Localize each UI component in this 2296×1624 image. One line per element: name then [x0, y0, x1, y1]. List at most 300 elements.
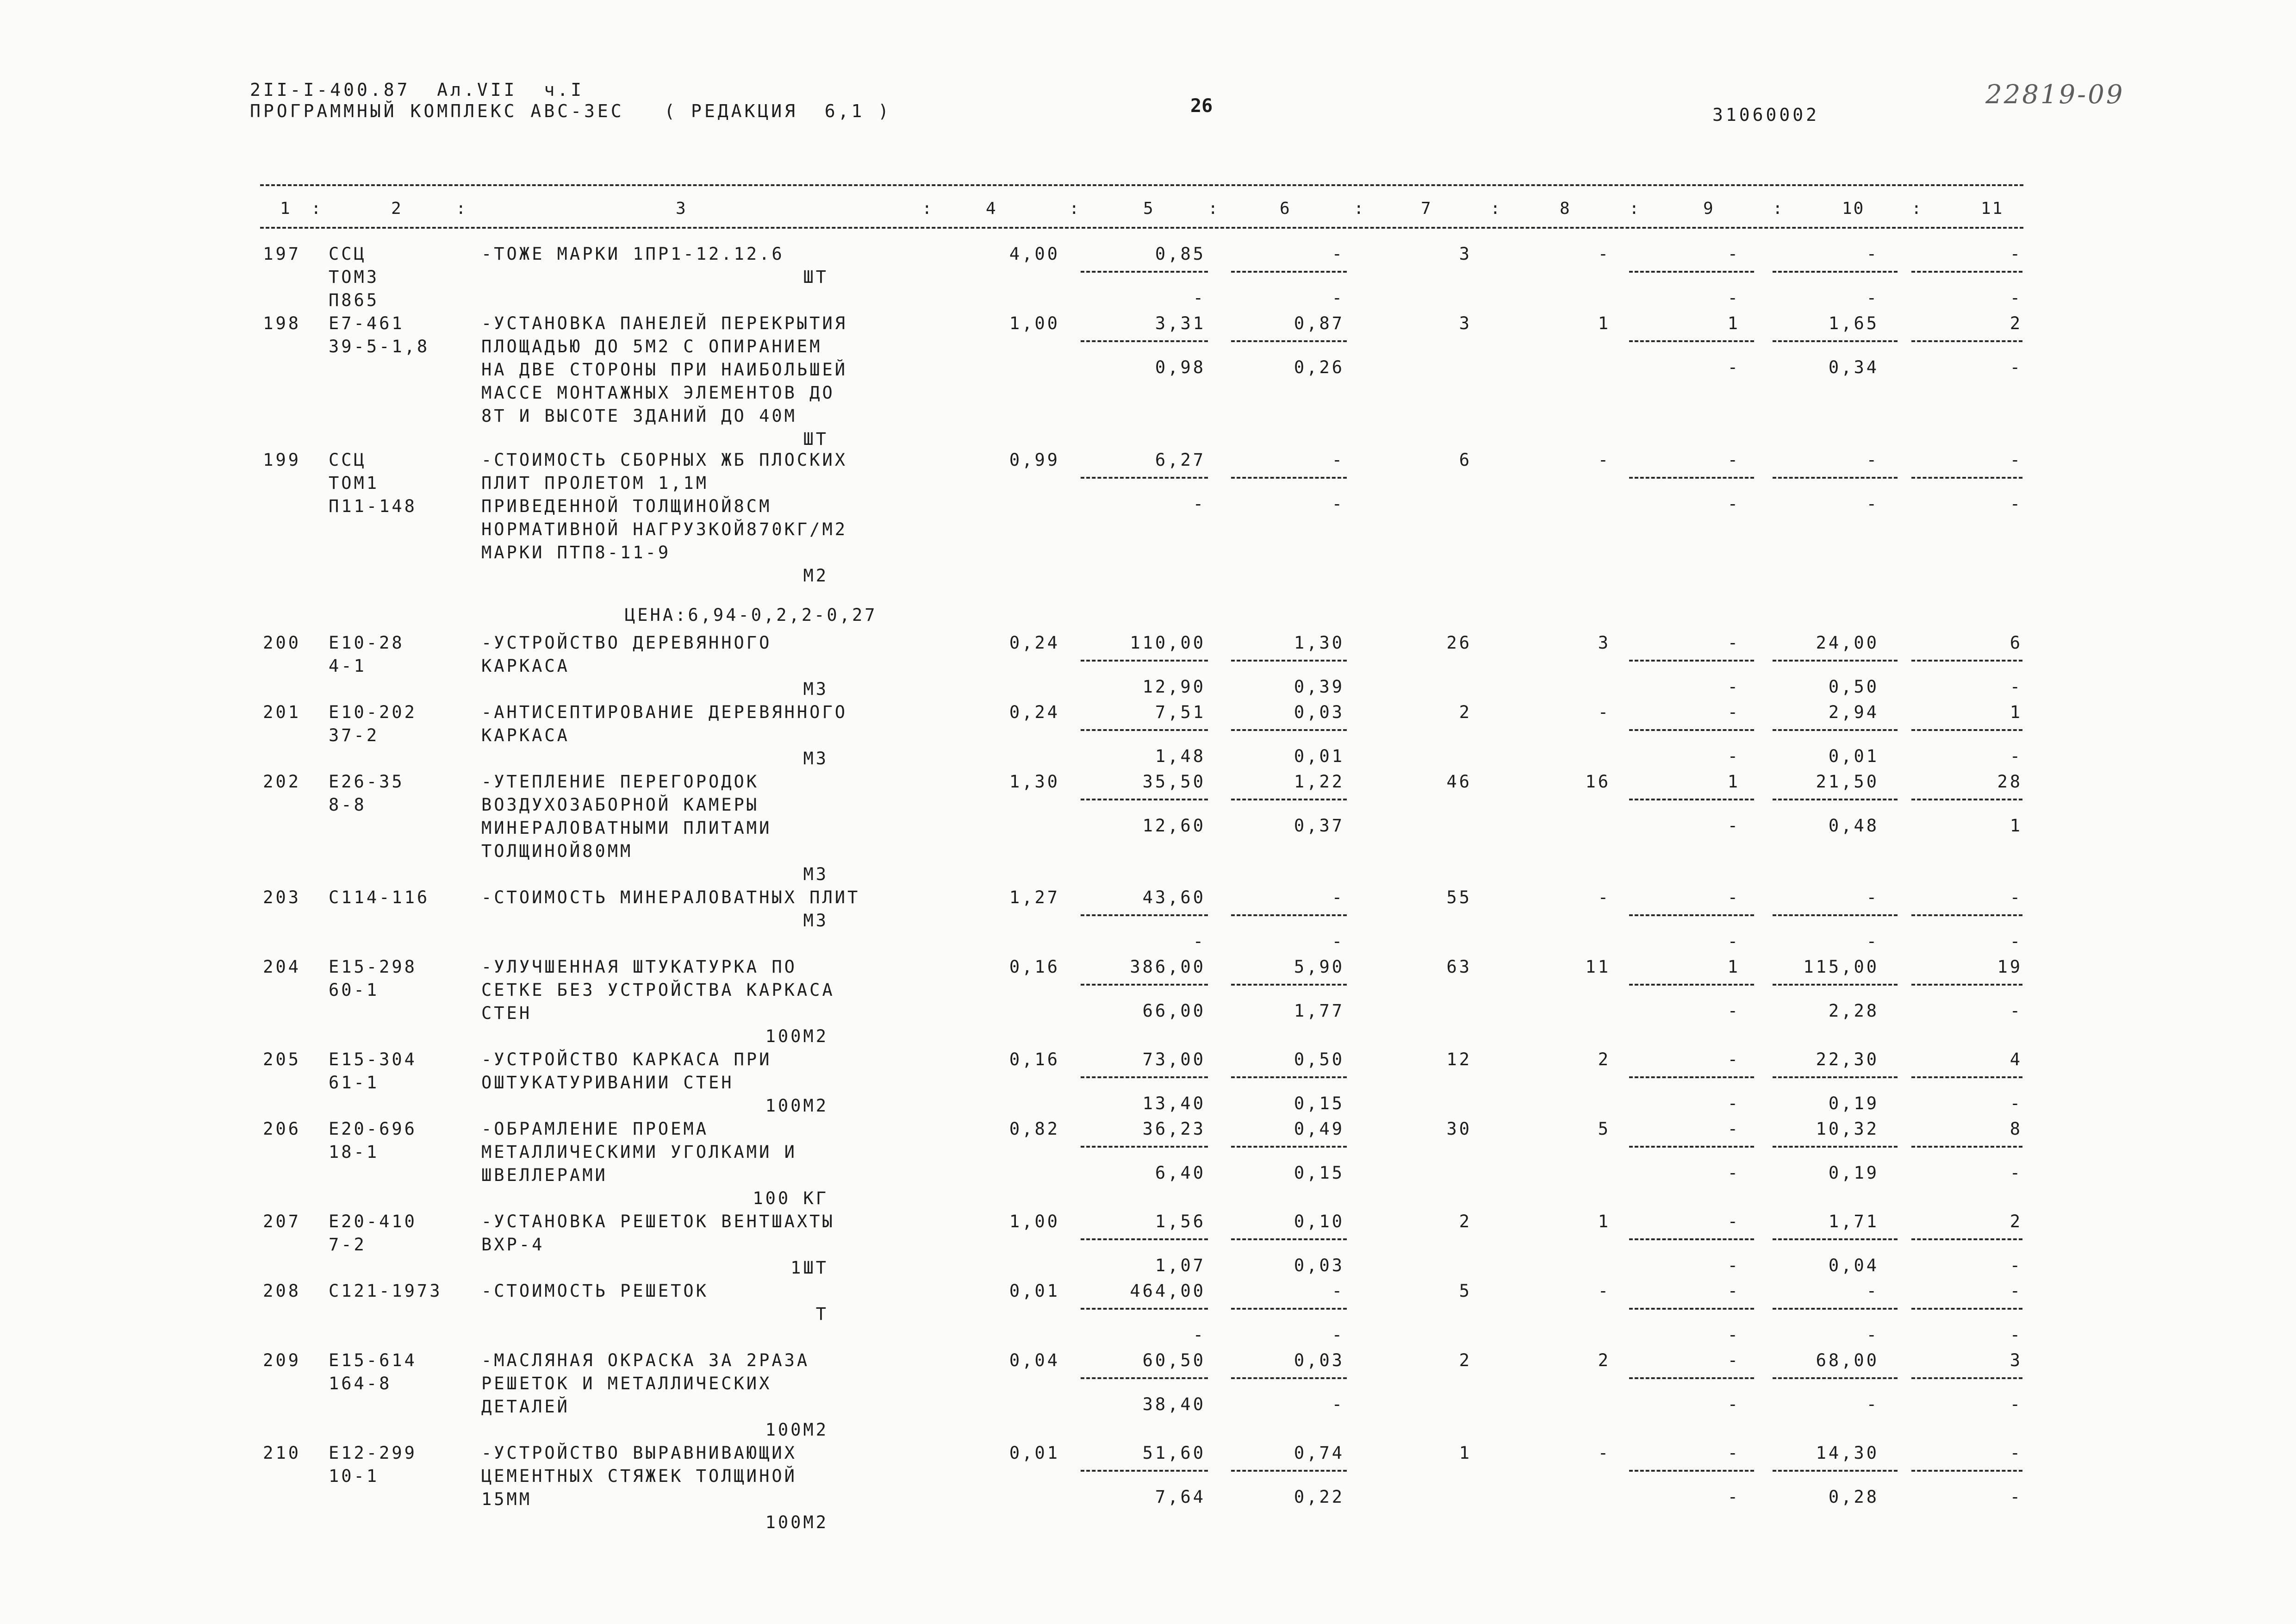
unit-cost: 36,23	[1142, 1119, 1206, 1139]
work-description: НА ДВЕ СТОРОНЫ ПРИ НАИБОЛЬШЕЙ	[481, 360, 848, 380]
col-10-sub: 0,28	[1828, 1487, 1879, 1507]
col-11-sub: -	[2010, 494, 2022, 514]
col-9-sub: -	[1727, 1255, 1740, 1275]
cell-divider	[1231, 1146, 1347, 1148]
cell-divider	[1081, 271, 1208, 273]
col-10-value: 14,30	[1816, 1443, 1879, 1463]
row-number: 207	[263, 1212, 301, 1231]
cell-divider	[1231, 340, 1347, 342]
unit-cost-sub: -	[1193, 494, 1206, 514]
work-description: -УСТРОЙСТВО ВЫРАВНИВАЮЩИХ	[481, 1443, 797, 1463]
quantity: 0,01	[1009, 1443, 1060, 1463]
total-cost: 1	[1459, 1443, 1472, 1463]
work-description: МАССЕ МОНТАЖНЫХ ЭЛЕМЕНТОВ ДО	[481, 383, 835, 403]
norm-code: Е7-461	[329, 313, 404, 333]
cell-divider	[1911, 1076, 2022, 1078]
wage-cost: -	[1332, 244, 1344, 264]
col-9-value: 1	[1727, 957, 1740, 977]
cell-divider	[1081, 1470, 1208, 1472]
cell-divider	[1911, 1470, 2022, 1472]
col-10-sub: 0,50	[1828, 677, 1879, 697]
program-header: ПРОГРАММНЫЙ КОМПЛЕКС АВС-ЗЕС ( РЕДАКЦИЯ 6,1 )	[250, 101, 892, 121]
cell-divider	[1081, 1238, 1208, 1240]
cell-divider	[1081, 340, 1208, 342]
quantity: 4,00	[1009, 244, 1060, 264]
work-description: КАРКАСА	[481, 725, 570, 745]
work-description: -УСТРОЙСТВО ДЕРЕВЯННОГО	[481, 633, 772, 653]
total-cost: 46	[1446, 772, 1472, 792]
norm-code: 18-1	[329, 1142, 380, 1162]
wage-cost-sub: -	[1332, 1394, 1344, 1414]
quantity: 0,16	[1009, 1049, 1060, 1069]
work-description: КАРКАСА	[481, 656, 570, 676]
norm-code: П865	[329, 290, 380, 310]
wage-cost: 0,03	[1294, 1350, 1344, 1370]
wage-cost-sub: 0,22	[1294, 1487, 1344, 1507]
total-cost: 55	[1446, 887, 1472, 907]
col-10-sub: -	[1866, 1325, 1879, 1345]
unit-cost: 464,00	[1130, 1281, 1206, 1301]
norm-code: 8-8	[329, 795, 367, 815]
unit-cost: 1,56	[1155, 1212, 1206, 1231]
cell-divider	[1911, 729, 2022, 731]
total-wage: 11	[1585, 957, 1611, 977]
work-description: -СТОИМОСТЬ МИНЕРАЛОВАТНЫХ ПЛИТ	[481, 887, 860, 907]
total-wage: 5	[1598, 1119, 1611, 1139]
cell-divider	[1629, 799, 1754, 800]
col-11-sub: -	[2010, 1394, 2022, 1414]
col-9-sub: -	[1727, 677, 1740, 697]
cell-divider	[1629, 1470, 1754, 1472]
cell-divider	[1629, 1238, 1754, 1240]
wage-cost: 0,03	[1294, 702, 1344, 722]
col-11-value: -	[2010, 244, 2022, 264]
norm-code: С114-116	[329, 887, 430, 907]
wage-cost-sub: 0,15	[1294, 1163, 1344, 1183]
cell-divider	[1081, 477, 1208, 479]
cell-divider	[1773, 984, 1898, 986]
unit-cost: 3,31	[1155, 313, 1206, 333]
cell-divider	[1629, 729, 1754, 731]
wage-cost-sub: -	[1332, 931, 1344, 951]
table-top-rule	[260, 184, 2023, 186]
cell-divider	[1629, 1377, 1754, 1379]
col-9-value: -	[1727, 1049, 1740, 1069]
norm-code: П11-148	[329, 496, 417, 516]
unit-of-measure: М3	[803, 679, 828, 699]
cell-divider	[1629, 984, 1754, 986]
col-10-value: 1,65	[1828, 313, 1879, 333]
cell-divider	[1911, 1377, 2022, 1379]
total-cost: 3	[1459, 244, 1472, 264]
col-9-sub: -	[1727, 357, 1740, 377]
cell-divider	[1911, 660, 2022, 662]
norm-code: Е15-614	[329, 1350, 417, 1370]
total-cost: 63	[1446, 957, 1472, 977]
wage-cost-sub: 0,39	[1294, 677, 1344, 697]
unit-of-measure: 100М2	[765, 1096, 828, 1116]
work-description: 8Т И ВЫСОТЕ ЗДАНИЙ ДО 40М	[481, 406, 797, 426]
work-description: -УСТАНОВКА ПАНЕЛЕЙ ПЕРЕКРЫТИЯ	[481, 313, 848, 333]
unit-of-measure: 100М2	[765, 1512, 828, 1532]
cell-divider	[1773, 1076, 1898, 1078]
unit-of-measure: 100М2	[765, 1026, 828, 1046]
handwritten-inventory-number: 22819-09	[1985, 80, 2125, 110]
unit-of-measure: М3	[803, 864, 828, 884]
col-9-sub: -	[1727, 816, 1740, 836]
column-header-3: 3	[676, 199, 687, 218]
cell-divider	[1911, 1238, 2022, 1240]
work-description: ОШТУКАТУРИВАНИИ СТЕН	[481, 1073, 734, 1093]
work-description: СТЕН	[481, 1003, 532, 1023]
col-9-sub: -	[1727, 931, 1740, 951]
col-11-value: 6	[2010, 633, 2022, 653]
quantity: 1,30	[1009, 772, 1060, 792]
total-wage: -	[1598, 244, 1611, 264]
norm-code: 4-1	[329, 656, 367, 676]
total-wage: -	[1598, 702, 1611, 722]
quantity: 0,24	[1009, 633, 1060, 653]
unit-cost: 51,60	[1142, 1443, 1206, 1463]
norm-code: Е12-299	[329, 1443, 417, 1463]
cell-divider	[1911, 1308, 2022, 1310]
column-header-1: 1	[280, 199, 292, 218]
cell-divider	[1629, 660, 1754, 662]
cell-divider	[1773, 477, 1898, 479]
column-separator: :	[1208, 199, 1220, 218]
col-10-value: -	[1866, 1281, 1879, 1301]
col-9-value: 1	[1727, 772, 1740, 792]
row-number: 203	[263, 887, 301, 907]
column-header-11: 11	[1981, 199, 2004, 218]
cell-divider	[1773, 1470, 1898, 1472]
unit-cost: 386,00	[1130, 957, 1206, 977]
col-9-sub: -	[1727, 1001, 1740, 1021]
cell-divider	[1629, 1146, 1754, 1148]
col-11-value: -	[2010, 1281, 2022, 1301]
col-11-value: 3	[2010, 1350, 2022, 1370]
col-11-sub: -	[2010, 1255, 2022, 1275]
work-description: РЕШЕТОК И МЕТАЛЛИЧЕСКИХ	[481, 1374, 772, 1393]
wage-cost: 1,30	[1294, 633, 1344, 653]
price-formula: ЦЕНА:6,94-0,2,2-0,27	[625, 605, 877, 625]
norm-code: ССЦ	[329, 244, 367, 264]
work-description: ДЕТАЛЕЙ	[481, 1397, 570, 1417]
document-number: 31060002	[1712, 105, 1820, 125]
cell-divider	[1081, 1308, 1208, 1310]
col-10-value: 21,50	[1816, 772, 1879, 792]
col-11-sub: -	[2010, 1093, 2022, 1113]
column-separator: :	[456, 199, 467, 218]
cell-divider	[1231, 914, 1347, 916]
cell-divider	[1773, 729, 1898, 731]
unit-of-measure: 1ШТ	[790, 1258, 828, 1278]
work-description: -СТОИМОСТЬ РЕШЕТОК	[481, 1281, 709, 1301]
total-cost: 6	[1459, 450, 1472, 470]
col-11-value: 2	[2010, 313, 2022, 333]
unit-cost-sub: -	[1193, 288, 1206, 308]
wage-cost: 5,90	[1294, 957, 1344, 977]
total-wage: 16	[1585, 772, 1611, 792]
wage-cost: 1,22	[1294, 772, 1344, 792]
wage-cost: -	[1332, 1281, 1344, 1301]
col-11-sub: 1	[2010, 816, 2022, 836]
col-10-value: 115,00	[1803, 957, 1879, 977]
norm-code: ТОМ3	[329, 267, 380, 287]
col-9-sub: -	[1727, 494, 1740, 514]
quantity: 1,00	[1009, 1212, 1060, 1231]
col-10-value: 22,30	[1816, 1049, 1879, 1069]
work-description: -ОБРАМЛЕНИЕ ПРОЕМА	[481, 1119, 709, 1139]
col-11-sub: -	[2010, 1325, 2022, 1345]
total-wage: -	[1598, 1281, 1611, 1301]
cell-divider	[1231, 1377, 1347, 1379]
work-description: -ТОЖЕ МАРКИ 1ПР1-12.12.6	[481, 244, 784, 264]
col-11-sub: -	[2010, 931, 2022, 951]
column-separator: :	[311, 199, 323, 218]
wage-cost-sub: -	[1332, 494, 1344, 514]
col-11-value: -	[2010, 1443, 2022, 1463]
row-number: 199	[263, 450, 301, 470]
cell-divider	[1231, 799, 1347, 800]
norm-code: 39-5-1,8	[329, 337, 430, 356]
norm-code: ССЦ	[329, 450, 367, 470]
cell-divider	[1231, 1238, 1347, 1240]
work-description: ТОЛЩИНОЙ80ММ	[481, 841, 633, 861]
cell-divider	[1231, 1076, 1347, 1078]
unit-of-measure: М2	[803, 566, 828, 586]
cell-divider	[1629, 1076, 1754, 1078]
norm-code: Е20-410	[329, 1212, 417, 1231]
col-10-sub: -	[1866, 931, 1879, 951]
col-9-sub: -	[1727, 1394, 1740, 1414]
total-cost: 2	[1459, 1212, 1472, 1231]
col-10-value: 1,71	[1828, 1212, 1879, 1231]
column-separator: :	[1069, 199, 1081, 218]
unit-cost: 60,50	[1142, 1350, 1206, 1370]
col-9-sub: -	[1727, 746, 1740, 766]
col-9-sub: -	[1727, 1487, 1740, 1507]
cell-divider	[1231, 984, 1347, 986]
unit-cost: 0,85	[1155, 244, 1206, 264]
total-cost: 2	[1459, 1350, 1472, 1370]
norm-code: 61-1	[329, 1073, 380, 1093]
col-10-value: 24,00	[1816, 633, 1879, 653]
col-10-value: -	[1866, 244, 1879, 264]
cell-divider	[1081, 1146, 1208, 1148]
col-10-sub: 0,01	[1828, 746, 1879, 766]
row-number: 197	[263, 244, 301, 264]
column-separator: :	[1773, 199, 1784, 218]
row-number: 208	[263, 1281, 301, 1301]
col-10-value: 2,94	[1828, 702, 1879, 722]
total-cost: 5	[1459, 1281, 1472, 1301]
col-11-sub: -	[2010, 1487, 2022, 1507]
norm-code: Е10-28	[329, 633, 404, 653]
cell-divider	[1081, 660, 1208, 662]
norm-code: С121-1973	[329, 1281, 442, 1301]
column-header-9: 9	[1703, 199, 1715, 218]
col-11-value: 8	[2010, 1119, 2022, 1139]
cell-divider	[1231, 1470, 1347, 1472]
unit-of-measure: 100 КГ	[753, 1188, 828, 1208]
total-cost: 3	[1459, 313, 1472, 333]
total-cost: 2	[1459, 702, 1472, 722]
work-description: ПРИВЕДЕННОЙ ТОЛЩИНОЙ8СМ	[481, 496, 772, 516]
column-separator: :	[1629, 199, 1641, 218]
work-description: ВОЗДУХОЗАБОРНОЙ КАМЕРЫ	[481, 795, 759, 815]
quantity: 0,24	[1009, 702, 1060, 722]
work-description: -УТЕПЛЕНИЕ ПЕРЕГОРОДОК	[481, 772, 759, 792]
norm-code: Е20-696	[329, 1119, 417, 1139]
norm-code: Е15-298	[329, 957, 417, 977]
col-9-value: -	[1727, 1212, 1740, 1231]
unit-cost: 6,27	[1155, 450, 1206, 470]
cell-divider	[1629, 914, 1754, 916]
work-description: -МАСЛЯНАЯ ОКРАСКА ЗА 2РАЗА	[481, 1350, 810, 1370]
cell-divider	[1773, 340, 1898, 342]
col-11-sub: -	[2010, 357, 2022, 377]
unit-cost: 35,50	[1142, 772, 1206, 792]
norm-code: 7-2	[329, 1235, 367, 1255]
wage-cost: 0,50	[1294, 1049, 1344, 1069]
total-wage: 1	[1598, 1212, 1611, 1231]
unit-cost-sub: 6,40	[1155, 1163, 1206, 1183]
cell-divider	[1231, 477, 1347, 479]
column-header-5: 5	[1143, 199, 1155, 218]
unit-of-measure: ШТ	[803, 267, 828, 287]
work-description: -АНТИСЕПТИРОВАНИЕ ДЕРЕВЯННОГО	[481, 702, 848, 722]
row-number: 198	[263, 313, 301, 333]
row-number: 201	[263, 702, 301, 722]
wage-cost-sub: -	[1332, 1325, 1344, 1345]
col-10-value: 10,32	[1816, 1119, 1879, 1139]
wage-cost: -	[1332, 887, 1344, 907]
cell-divider	[1081, 799, 1208, 800]
cell-divider	[1231, 660, 1347, 662]
unit-of-measure: М3	[803, 911, 828, 931]
col-9-value: -	[1727, 887, 1740, 907]
wage-cost-sub: 0,03	[1294, 1255, 1344, 1275]
column-separator: :	[1911, 199, 1923, 218]
column-header-8: 8	[1560, 199, 1571, 218]
cell-divider	[1911, 984, 2022, 986]
col-11-value: -	[2010, 887, 2022, 907]
cell-divider	[1081, 914, 1208, 916]
col-9-value: -	[1727, 450, 1740, 470]
norm-code: ТОМ1	[329, 473, 380, 493]
unit-cost-sub: 1,48	[1155, 746, 1206, 766]
unit-cost: 7,51	[1155, 702, 1206, 722]
work-description: ВХР-4	[481, 1235, 545, 1255]
col-11-value: 1	[2010, 702, 2022, 722]
work-description: 15ММ	[481, 1489, 532, 1509]
work-description: МИНЕРАЛОВАТНЫМИ ПЛИТАМИ	[481, 818, 772, 838]
col-9-sub: -	[1727, 1163, 1740, 1183]
col-10-sub: 0,34	[1828, 357, 1879, 377]
wage-cost: 0,49	[1294, 1119, 1344, 1139]
page-number: 26	[1190, 95, 1213, 117]
wage-cost-sub: 1,77	[1294, 1001, 1344, 1021]
work-description: ЦЕМЕНТНЫХ СТЯЖЕК ТОЛЩИНОЙ	[481, 1466, 797, 1486]
cell-divider	[1773, 1377, 1898, 1379]
quantity: 0,04	[1009, 1350, 1060, 1370]
total-wage: 1	[1598, 313, 1611, 333]
norm-code: Е10-202	[329, 702, 417, 722]
cell-divider	[1081, 984, 1208, 986]
work-description: -УСТРОЙСТВО КАРКАСА ПРИ	[481, 1049, 772, 1069]
unit-cost-sub: 38,40	[1142, 1394, 1206, 1414]
col-9-value: -	[1727, 1281, 1740, 1301]
work-description: ШВЕЛЛЕРАМИ	[481, 1165, 608, 1185]
row-number: 200	[263, 633, 301, 653]
table-header-rule	[260, 227, 2023, 229]
column-header-row	[260, 199, 2023, 222]
quantity: 1,27	[1009, 887, 1060, 907]
unit-cost: 110,00	[1130, 633, 1206, 653]
col-9-sub: -	[1727, 1325, 1740, 1345]
quantity: 0,16	[1009, 957, 1060, 977]
cell-divider	[1911, 799, 2022, 800]
cell-divider	[1629, 271, 1754, 273]
norm-code: 60-1	[329, 980, 380, 1000]
col-10-sub: 2,28	[1828, 1001, 1879, 1021]
col-9-value: -	[1727, 633, 1740, 653]
work-description: -УЛУЧШЕННАЯ ШТУКАТУРКА ПО	[481, 957, 797, 977]
quantity: 0,82	[1009, 1119, 1060, 1139]
cell-divider	[1773, 914, 1898, 916]
cell-divider	[1231, 729, 1347, 731]
quantity: 1,00	[1009, 313, 1060, 333]
cell-divider	[1629, 1308, 1754, 1310]
col-10-value: -	[1866, 450, 1879, 470]
column-header-4: 4	[986, 199, 997, 218]
work-description: НОРМАТИВНОЙ НАГРУЗКОЙ870КГ/М2	[481, 519, 848, 539]
unit-cost-sub: 1,07	[1155, 1255, 1206, 1275]
col-11-value: 28	[1997, 772, 2022, 792]
cell-divider	[1911, 1146, 2022, 1148]
cell-divider	[1773, 1308, 1898, 1310]
column-header-2: 2	[391, 199, 403, 218]
row-number: 209	[263, 1350, 301, 1370]
column-separator: :	[922, 199, 933, 218]
total-wage: -	[1598, 887, 1611, 907]
unit-cost-sub: 13,40	[1142, 1093, 1206, 1113]
total-cost: 12	[1446, 1049, 1472, 1069]
col-10-sub: 0,19	[1828, 1163, 1879, 1183]
col-11-value: -	[2010, 450, 2022, 470]
norm-code: Е26-35	[329, 772, 404, 792]
cell-divider	[1911, 477, 2022, 479]
unit-cost-sub: 66,00	[1142, 1001, 1206, 1021]
col-9-value: -	[1727, 1119, 1740, 1139]
norm-code: 164-8	[329, 1374, 392, 1393]
unit-cost-sub: 0,98	[1155, 357, 1206, 377]
total-cost: 26	[1446, 633, 1472, 653]
unit-cost-sub: 12,60	[1142, 816, 1206, 836]
cell-divider	[1081, 1377, 1208, 1379]
work-description: ПЛОЩАДЬЮ ДО 5М2 С ОПИРАНИЕМ	[481, 337, 822, 356]
work-description: СЕТКЕ БЕЗ УСТРОЙСТВА КАРКАСА	[481, 980, 835, 1000]
cell-divider	[1773, 660, 1898, 662]
unit-cost-sub: -	[1193, 931, 1206, 951]
column-header-6: 6	[1280, 199, 1291, 218]
wage-cost-sub: 0,37	[1294, 816, 1344, 836]
cell-divider	[1629, 477, 1754, 479]
col-9-value: 1	[1727, 313, 1740, 333]
wage-cost: 0,74	[1294, 1443, 1344, 1463]
cell-divider	[1911, 914, 2022, 916]
